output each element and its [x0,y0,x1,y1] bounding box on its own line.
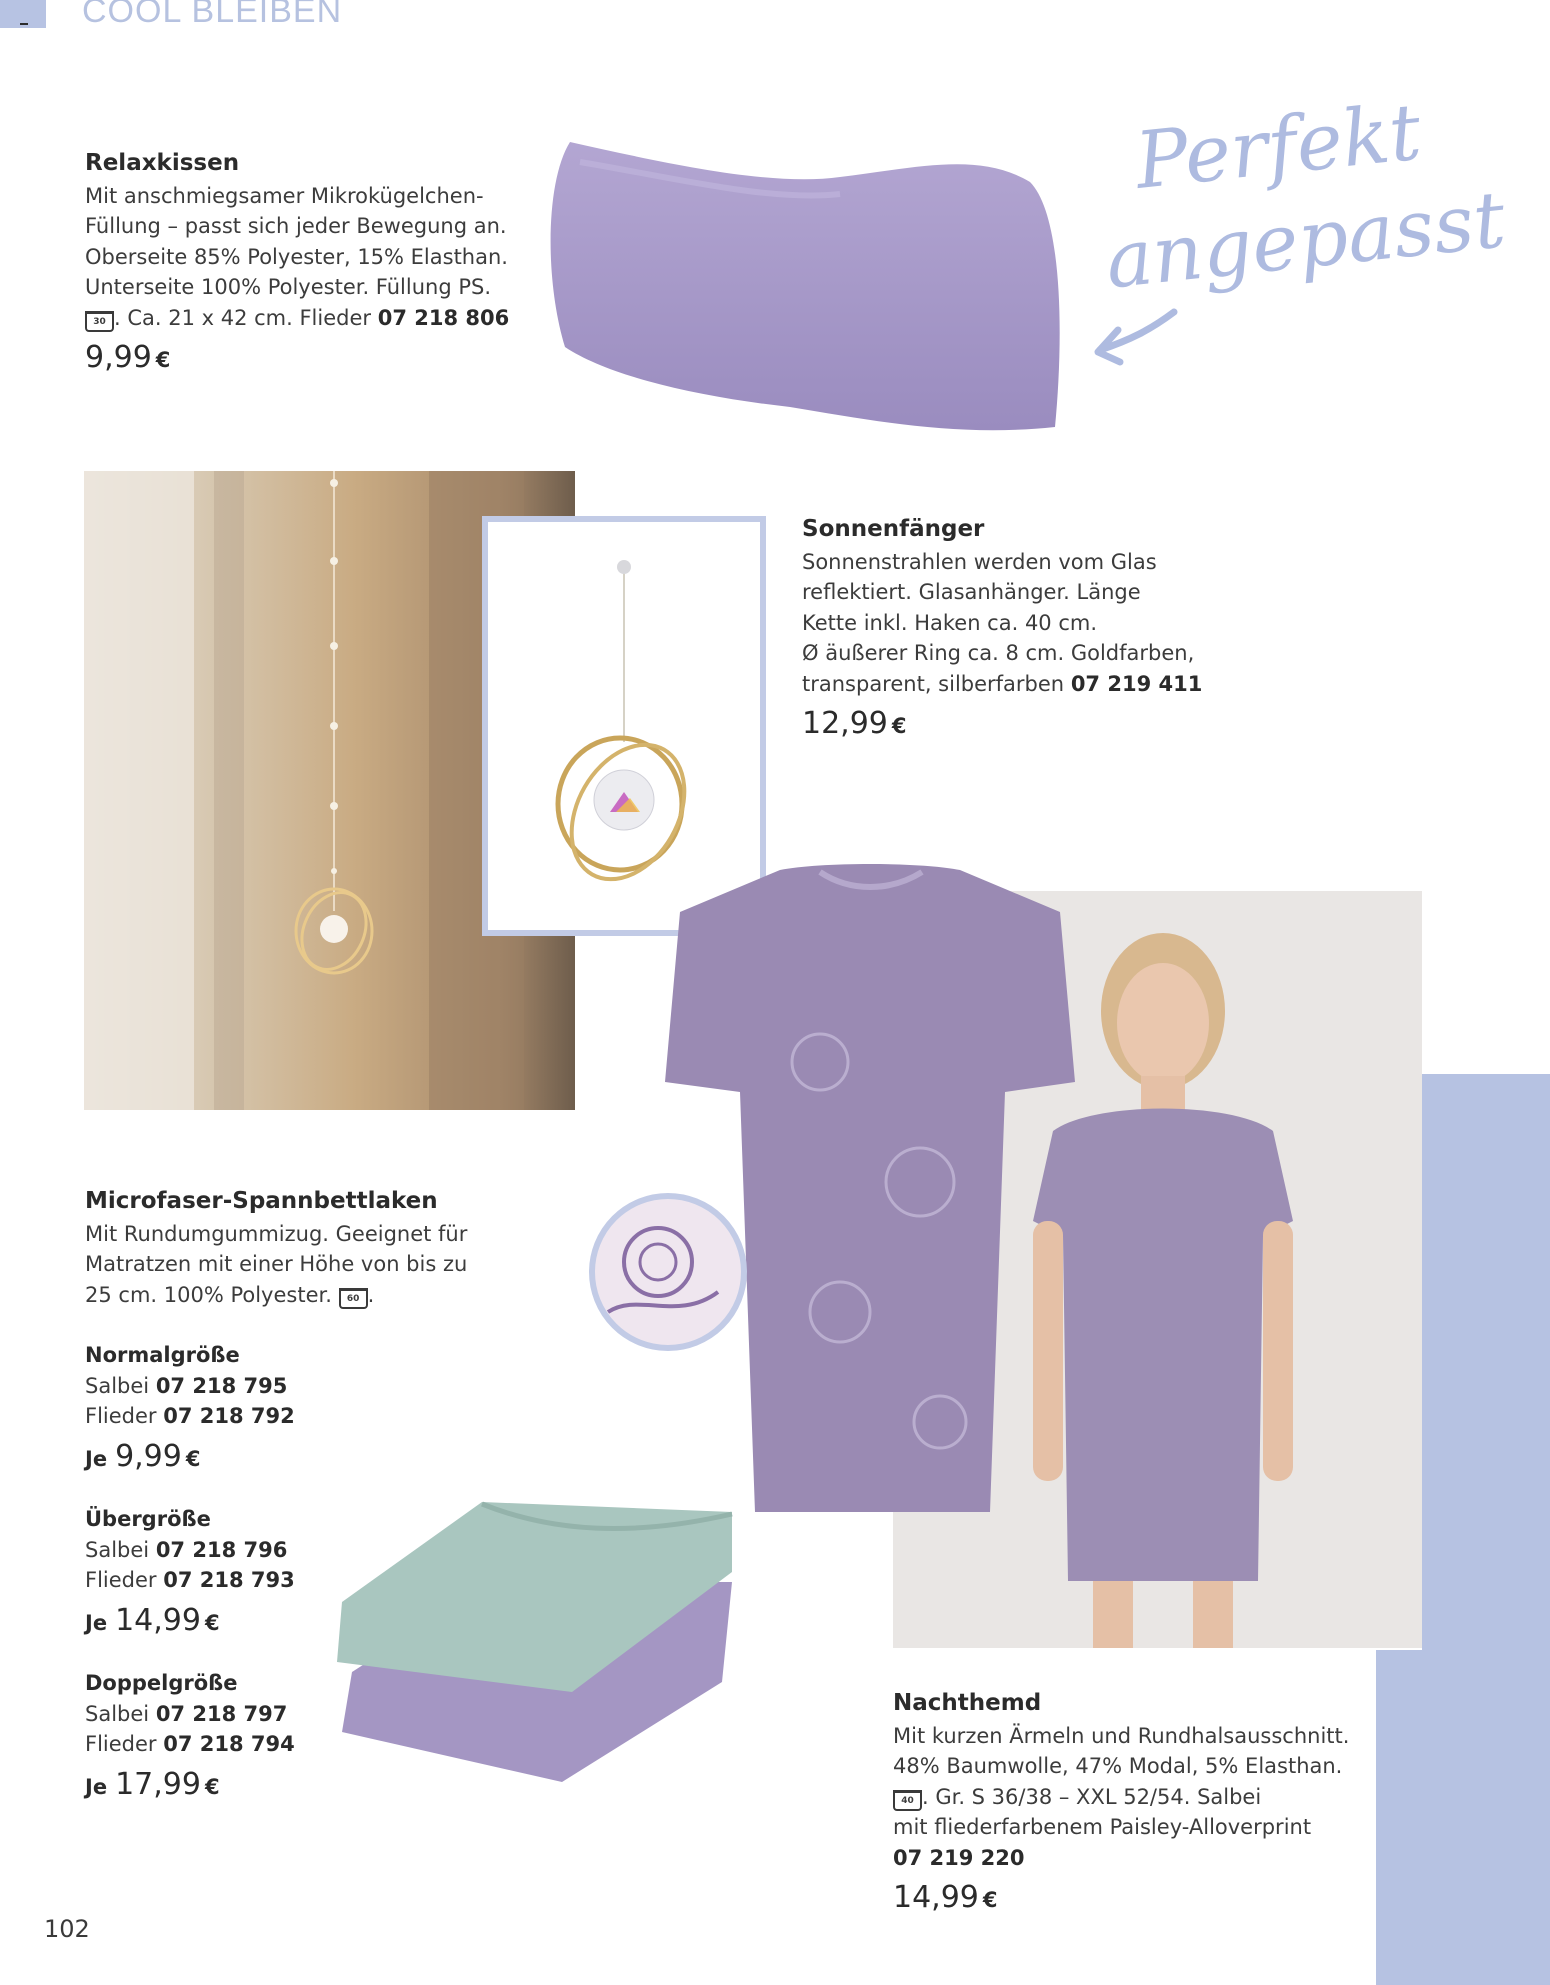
product-desc-line: Sonnenstrahlen werden vom Glas [802,549,1157,574]
price: Je 17,99 € [85,1766,220,1802]
article-number: 07 218 796 [155,1537,288,1562]
article-number: 07 219 220 [893,1845,1025,1870]
decorative-blue-block-bottom [1376,1650,1550,1985]
product-desc-line: Matratzen mit einer Höhe von bis zu [85,1252,468,1276]
wash-tub-icon: 40 [893,1790,922,1811]
product-nachthemd [893,1688,1349,1916]
size-option [85,1504,467,1638]
price: 9,99 € [85,340,171,375]
product-desc-line: Mit kurzen Ärmeln und Rundhalsausschnitt. [893,1723,1350,1748]
product-desc-line: 40 . Gr. S 36/38 – XXL 52/54. Salbei [893,1782,1349,1813]
article-number: 07 218 794 [163,1732,295,1756]
product-title: Sonnenfänger [802,516,985,542]
price: 14,99 € [893,1880,998,1915]
color-variant: Flieder 07 218 793 [85,1568,295,1592]
product-desc-line: Füllung – passt sich jeder Bewegung an. [85,214,507,238]
arrow-left-icon [1090,300,1180,370]
size-title: Doppelgröße [85,1671,238,1695]
script-heading-line1: Perfekt [1131,87,1426,207]
size-option [85,1340,467,1474]
product-desc-line: mit fliederfarbenem Paisley-Alloverprint [893,1815,1312,1839]
size-option [85,1668,467,1802]
article-number: 07 219 411 [1070,671,1203,696]
product-title: Relaxkissen [85,150,240,176]
color-variant: Flieder 07 218 794 [85,1732,295,1756]
size-title: Normalgröße [85,1343,240,1367]
article-number: 07 218 797 [155,1701,288,1726]
wash-tub-icon: 30 [85,311,114,332]
product-spannbettlaken [85,1186,467,1802]
product-desc-line: Unterseite 100% Polyester. Füllung PS. [85,275,492,299]
article-number: 07 218 792 [163,1404,295,1428]
article-number: 07 218 793 [163,1568,295,1592]
color-variant: Flieder 07 218 792 [85,1404,295,1428]
article-number: 07 218 795 [155,1373,288,1398]
wash-tub-icon: 60 [339,1288,368,1309]
product-desc-line: 25 cm. 100% Polyester. 60 . [85,1282,375,1307]
color-variant: Salbei 07 218 795 [85,1373,288,1398]
decorative-blue-block-top [1422,1074,1550,1654]
price: Je 9,99 € [85,1438,201,1474]
product-desc-line: 48% Baumwolle, 47% Modal, 5% Elasthan. [893,1754,1343,1778]
product-title: Nachthemd [893,1690,1042,1716]
price: Je 14,99 € [85,1602,220,1638]
size-title: Übergröße [85,1507,211,1531]
product-desc-line: 30 . Ca. 21 x 42 cm. Flieder 07 218 806 [85,303,509,334]
section-title: COOL BLEIBEN [82,0,343,30]
product-desc-line: Mit anschmiegsamer Mikrokügelchen- [85,183,484,208]
article-number: 07 218 806 [377,305,510,330]
product-relaxkissen [85,148,509,376]
product-title: Microfaser-Spannbettlaken [85,1188,438,1214]
product-desc-line: Kette inkl. Haken ca. 40 cm. [802,610,1098,635]
section-marker-dash [20,23,28,25]
product-sonnenfaenger [802,514,1202,742]
product-desc-line: Mit Rundumgummizug. Geeignet für [85,1221,468,1246]
page-number: 102 [44,1915,90,1943]
product-desc-line: reflektiert. Glasanhänger. Länge [802,580,1141,604]
product-desc-line: Oberseite 85% Polyester, 15% Elasthan. [85,244,508,269]
product-desc-line: transparent, silberfarben 07 219 411 [802,671,1203,696]
price: 12,99 € [802,706,907,741]
color-variant: Salbei 07 218 796 [85,1537,288,1562]
relaxkissen-image [540,122,1065,442]
fabric-detail-circle [588,1192,748,1352]
color-variant: Salbei 07 218 797 [85,1701,288,1726]
script-heading-line2: angepasst [1101,175,1510,307]
product-desc-line: Ø äußerer Ring ca. 8 cm. Goldfarben, [802,641,1195,665]
script-heading [1101,77,1510,307]
